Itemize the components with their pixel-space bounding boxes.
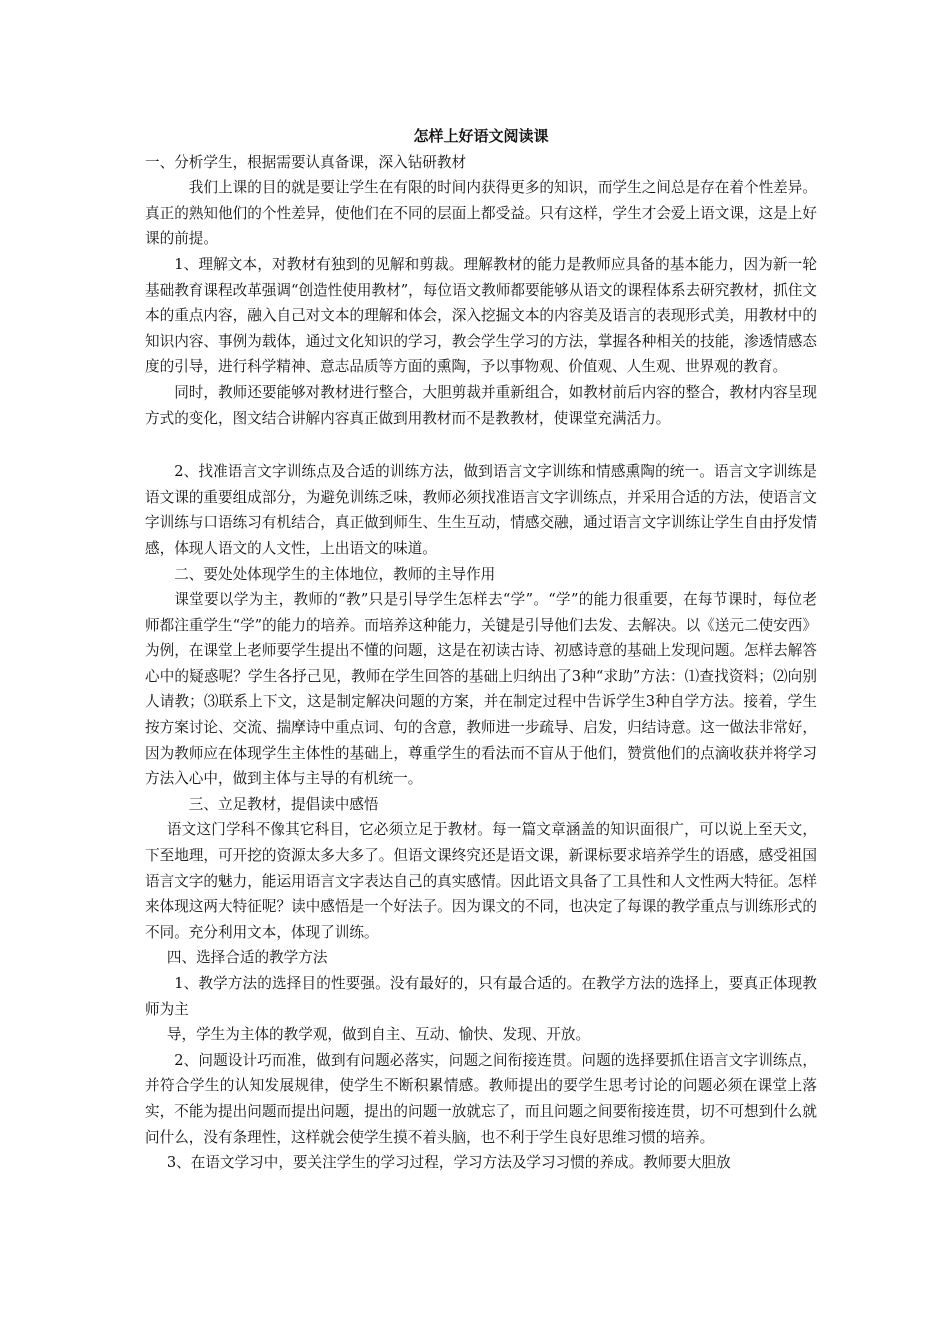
body-paragraph: 导，学生为主体的教学观，做到自主、互动、愉快、发现、开放。	[166, 1026, 591, 1044]
blank-line	[145, 431, 817, 459]
section-heading-3: 三、立足教材，提倡读中感悟	[188, 795, 379, 813]
body-paragraph: 1、教学方法的选择目的性要强。没有最好的，只有最合适的。在教学方法的选择上，要真正体现教师为主	[145, 975, 817, 1018]
body-paragraph: 3、在语文学习中，要关注学生的学习过程，学习方法及学习习惯的养成。教师要大胆放	[166, 1154, 731, 1172]
body-paragraph: 同时，教师还要能够对教材进行整合，大胆剪裁并重新组合，如教材前后内容的整合，教材内容呈现方式的变化，图文结合讲解内容真正做到用教材而不是教教材，使课堂充满活力。	[145, 383, 817, 427]
body-paragraph: 2、问题设计巧而准，做到有问题必落实，问题之间衔接连贯。问题的选择要抓住语言文字训练点，并符合学生的认知发展规律，使学生不断积累情感。教师提出的要学生思考讨论的问题必须在课堂上落实，不能为提出问题而提出问题，提出的问题一放就忘了，而且问题之间要衔接连贯，切不可想到什么就问什么，没有条理性，这样就会使学生摸不着头脑，也不利于学生良好思维习惯的培养。	[145, 1051, 817, 1146]
section-heading-2: 二、要处处体现学生的主体地位，教师的主导作用	[174, 565, 496, 583]
document-title: 怎样上好语文阅读课	[413, 127, 549, 145]
section-heading-1: 一、分析学生，根据需要认真备课，深入钻研教材	[145, 153, 467, 171]
body-paragraph: 我们上课的目的就是要让学生在有限的时间内获得更多的知识，而学生之间总是存在着个性差异。真正的熟知他们的个性差异，使他们在不同的层面上都受益。只有这样，学生才会爱上语文课，这是上好课的前提。	[145, 179, 817, 248]
section-heading-4: 四、选择合适的教学方法	[166, 949, 328, 967]
body-paragraph: 课堂要以学为主，教师的“教”只是引导学生怎样去“学”。“学”的能力很重要，在每节课时，每位老师都注重学生“学”的能力的培养。而培养这种能力，关键是引导他们去发、去解决。以《送元二使安西》为例，在课堂上老师要学生提出不懂的问题，这是在初读古诗、初感诗意的基础上发现问题。怎样去解答心中的疑惑呢？学生各抒己见，教师在学生回答的基础上归纳出了3种“求助”方法：⑴查找资料；⑵向别人请教；⑶联系上下文，这是制定解决问题的方案，并在制定过程中告诉学生3种自学方法。接着，学生按方案讨论、交流、揣摩诗中重点词、句的含意，教师进一步疏导、启发，归结诗意。这一做法非常好，因为教师应在体现学生主体性的基础上，尊重学生的看法而不盲从于他们，赞赏他们的点滴收获并将学习方法入心中，做到主体与主导的有机统一。	[145, 591, 817, 788]
body-paragraph: 语文这门学科不像其它科目，它必须立足于教材。每一篇文章涵盖的知识面很广，可以说上至天文，下至地理，可开挖的资源太多大多了。但语文课终究还是语文课，新课标要求培养学生的语感，感受祖国语言文字的魅力，能运用语言文字表达自己的真实感情。因此语文具备了工具性和人文性两大特征。怎样来体现这两大特征呢？读中感悟是一个好法子。因为课文的不同，也决定了每课的教学重点与训练形式的不同。充分利用文本，体现了训练。	[145, 821, 817, 941]
body-paragraph: 1、理解文本，对教材有独到的见解和剪裁。理解教材的能力是教师应具备的基本能力，因为新一轮基础教育课程改革强调“创造性使用教材”，每位语文教师都要能够从语文的课程体系去研究教材，抓住文本的重点内容，融入自己对文本的理解和体会，深入挖掘文本的内容美及语言的表现形式美，用教材中的知识内容、事例为载体，通过文化知识的学习，教会学生学习的方法，掌握各种相关的技能，渗透情感态度的引导，进行科学精神、意志品质等方面的熏陶，予以事物观、价值观、人生观、世界观的教育。	[145, 255, 817, 376]
body-paragraph: 2、找准语言文字训练点及合适的训练方法，做到语言文字训练和情感熏陶的统一。语言文字训练是语文课的重要组成部分，为避免训练乏味，教师必须找准语言文字训练点，并采用合适的方法，使语言文字训练与口语练习有机结合，真正做到师生、生生互动，情感交融，通过语言文字训练让学生自由抒发情感，体现人语文的人文性，上出语文的味道。	[145, 463, 817, 557]
document-page	[145, 124, 817, 1176]
